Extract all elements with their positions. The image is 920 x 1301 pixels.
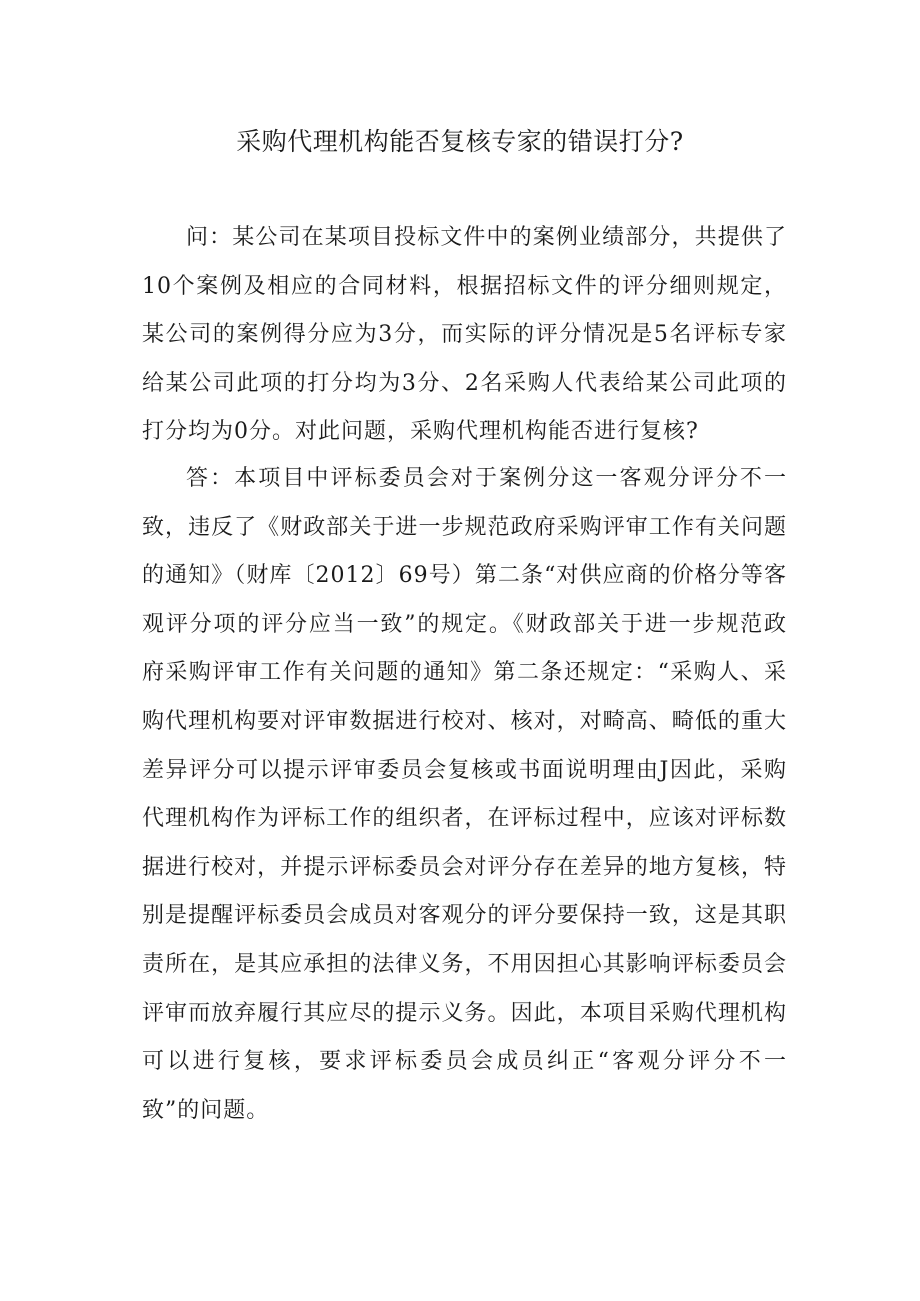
document-title: 采购代理机构能否复核专家的错误打分?	[236, 127, 684, 156]
answer-paragraph: 答：本项目中评标委员会对于案例分这一客观分评分不一致，违反了《财政部关于进一步规范政府采购评审工作有关问题的通知》（财库〔2012〕69号）第二条“对供应商的价格分等客观评分项的评分应当一致”的规定。《财政部关于进一步规范政府采购评审工作有关问题的通知》第二条还规定：“采购人、采购代理机构要对评审数据进行校对、核对，对畸高、畸低的重大差异评分可以提示评审委员会复核或书面说明理由J因此，采购代理机构作为评标工作的组织者，在评标过程中，应该对评标数据进行校对，并提示评标委员会对评分存在差异的地方复核，特别是提醒评标委员会成员对客观分的评分要保持一致，这是其职责所在，是其应承担的法律义务，不用因担心其影响评标委员会评审而放弃履行其应尽的提示义务。因此，本项目采购代理机构可以进行复核，要求评标委员会成员纠正“客观分评分不一致”的问题。	[142, 466, 787, 1123]
question-paragraph: 问：某公司在某项目投标文件中的案例业绩部分，共提供了10个案例及相应的合同材料，根据招标文件的评分细则规定，某公司的案例得分应为3分，而实际的评分情况是5名评标专家给某公司此项的打分均为3分、2名采购人代表给某公司此项的打分均为0分。对此问题，采购代理机构能否进行复核?	[142, 225, 787, 445]
